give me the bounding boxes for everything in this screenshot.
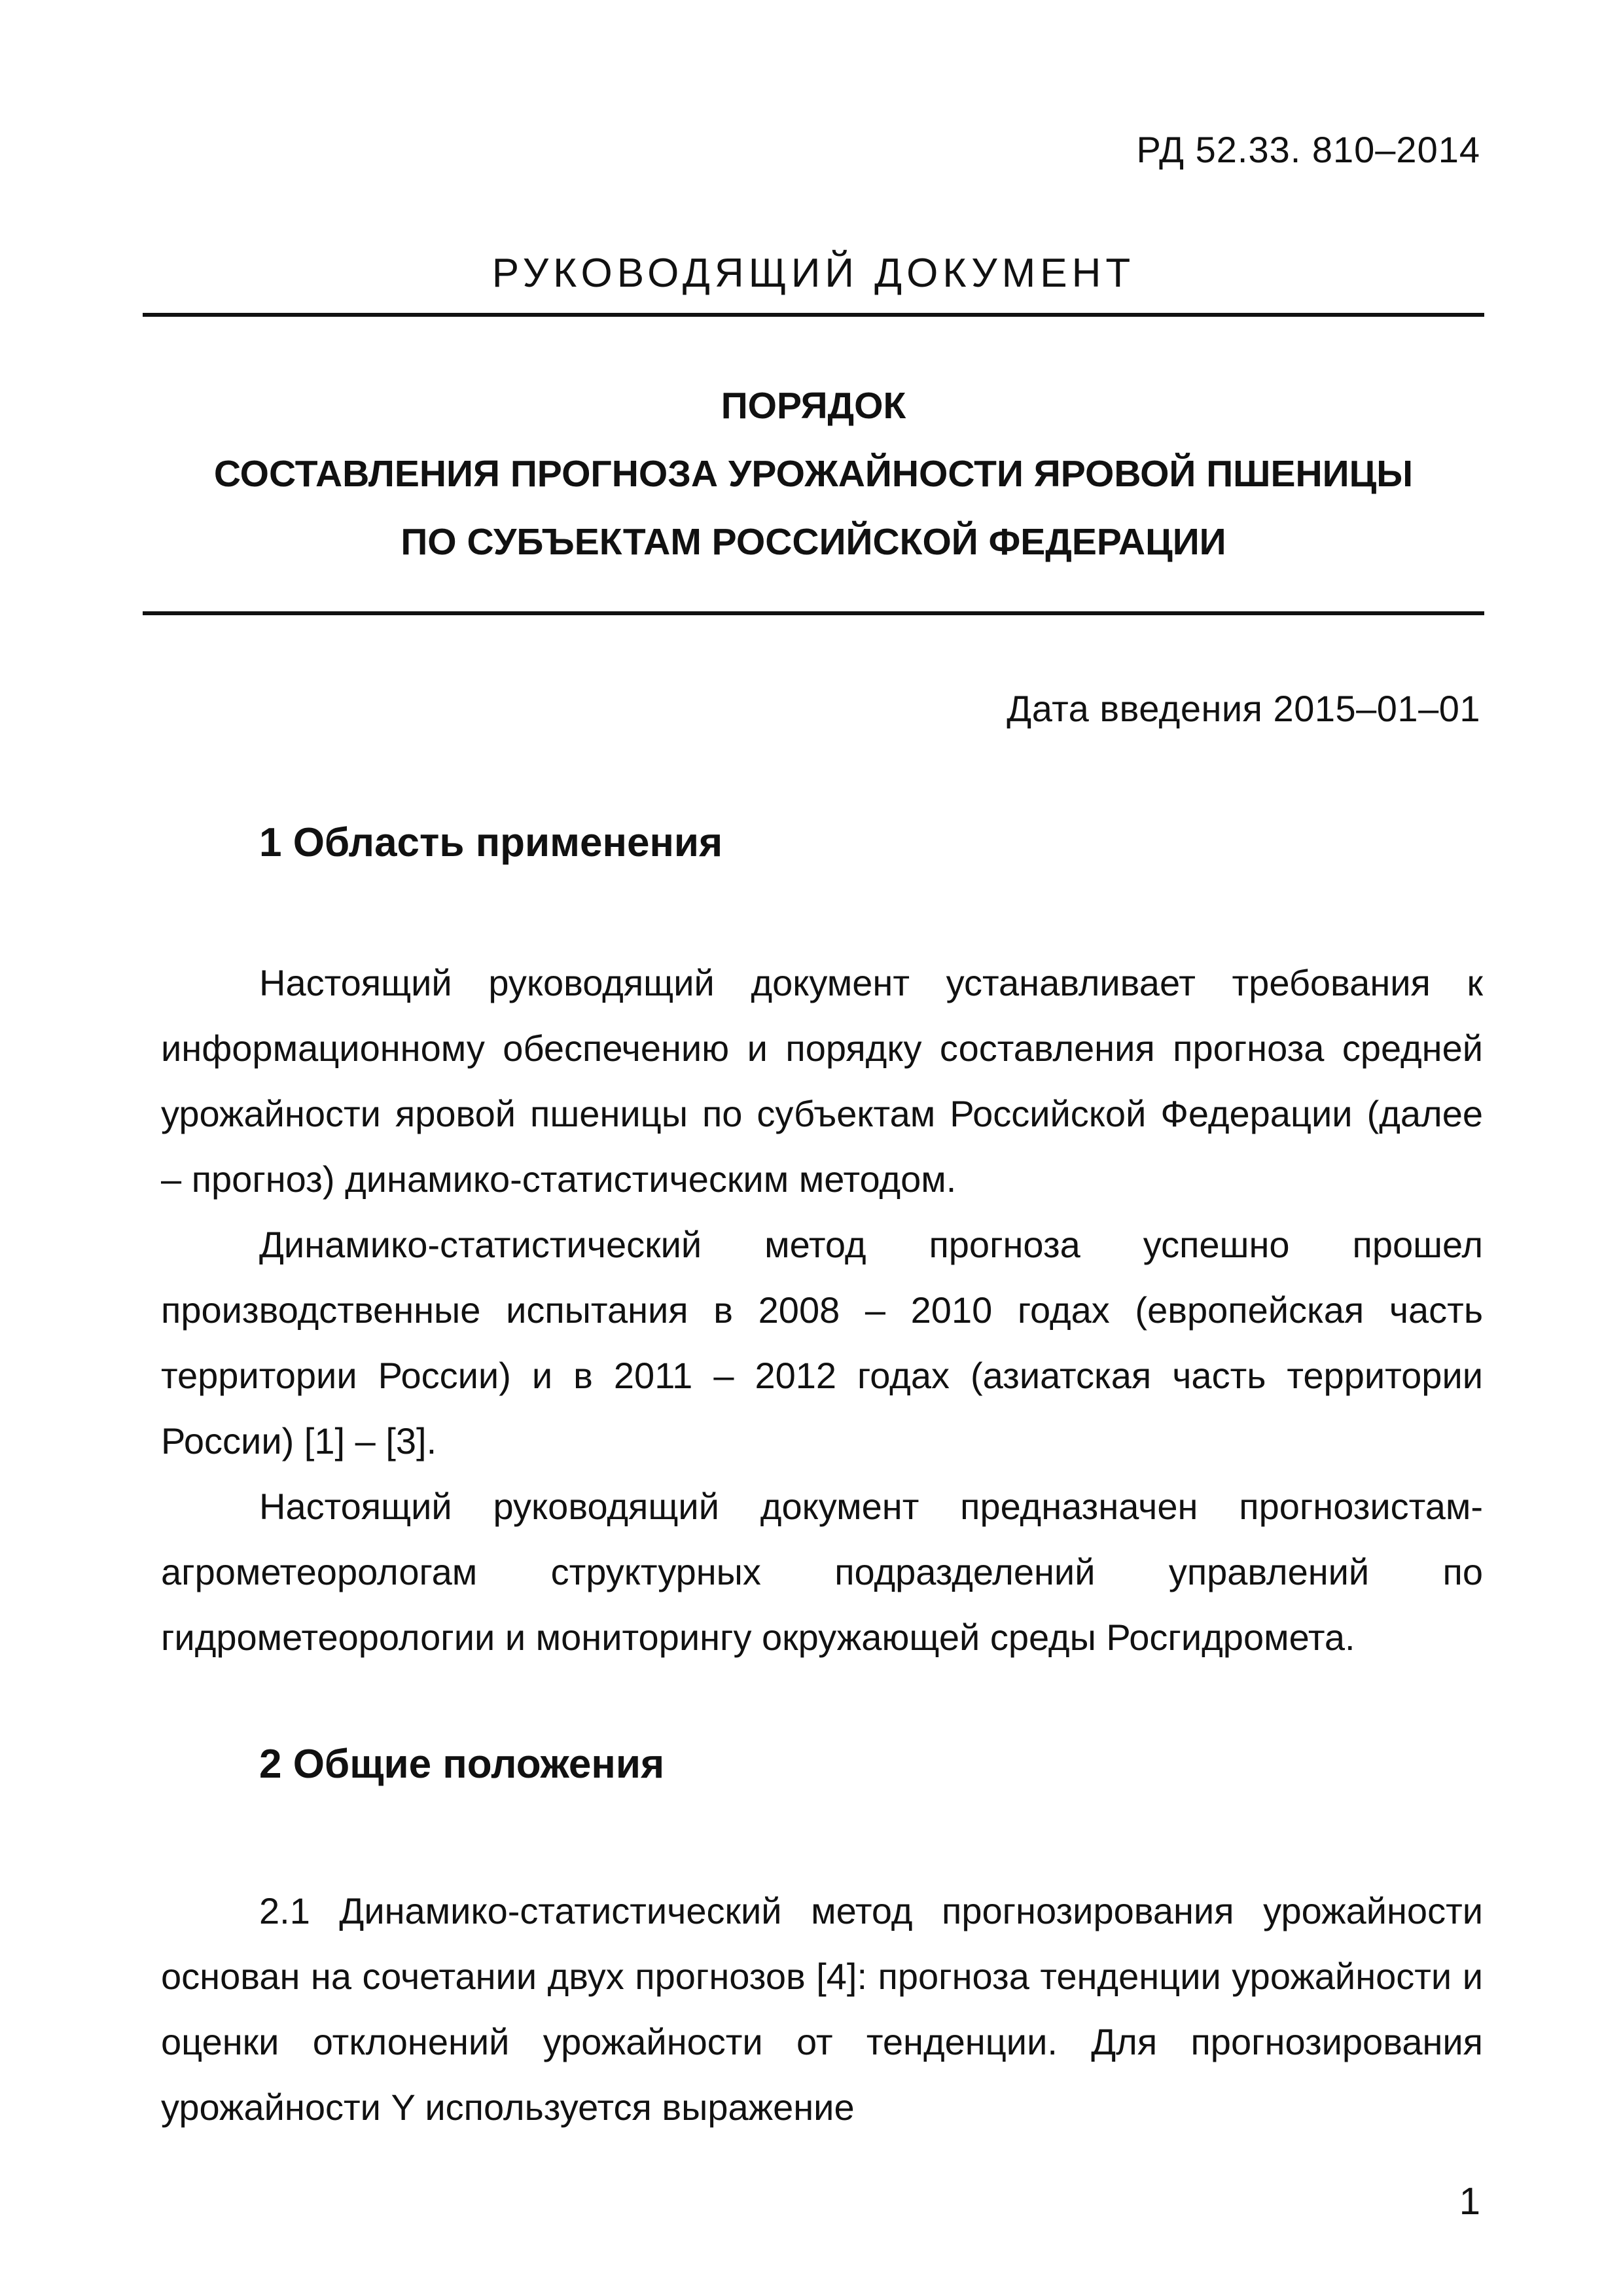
title-line-3: ПО СУБЪЕКТАМ РОССИЙСКОЙ ФЕДЕРАЦИИ [401, 521, 1226, 563]
paragraph: Настоящий руководящий документ устанавливает требования к информационному обеспечению и порядку составления прогноза средней урожайности яровой пшеницы по субъектам Российской Федерации (далее – прогноз) динамико-статистическим методом. [161, 962, 1483, 1200]
paragraph: Настоящий руководящий документ предназначен прогнозистам-агрометеорологам структурных подразделений управлений по гидрометеорологии и мониторингу окружающей среды Росгидромета. [161, 1486, 1483, 1658]
page-number: 1 [1459, 2180, 1480, 2223]
document-code: РД 52.33. 810–2014 [1136, 129, 1480, 170]
document-type: РУКОВОДЯЩИЙ ДОКУМЕНТ [491, 251, 1135, 296]
paragraph: Динамико-статистический метод прогноза успешно прошел производственные испытания в 2008 – 2010 годах (европейская часть территории России) и в 2011 – 2012 годах (азиатская часть территории России) [1] – [3]. [161, 1224, 1483, 1462]
top-divider [143, 313, 1484, 317]
bottom-divider [143, 611, 1484, 615]
section-body-general [161, 1878, 1483, 2140]
title-line-2: СОСТАВЛЕНИЯ ПРОГНОЗА УРОЖАЙНОСТИ ЯРОВОЙ ПШЕНИЦЫ [213, 453, 1414, 495]
section-body-scope [161, 950, 1483, 1670]
document-title [143, 372, 1484, 576]
paragraph: 2.1 Динамико-статистический метод прогнозирования урожайности основан на сочетании двух прогнозов [4]: прогноза тенденции урожайности и оценки отклонений урожайности от тенденции. Для прогнозирования урожайности Y используется выражение [161, 1890, 1483, 2128]
title-line-1: ПОРЯДОК [721, 385, 906, 427]
introduction-date: Дата введения 2015–01–01 [1007, 688, 1480, 729]
section-heading-scope: 1 Область применения [259, 820, 723, 865]
section-heading-general: 2 Общие положения [259, 1742, 665, 1787]
